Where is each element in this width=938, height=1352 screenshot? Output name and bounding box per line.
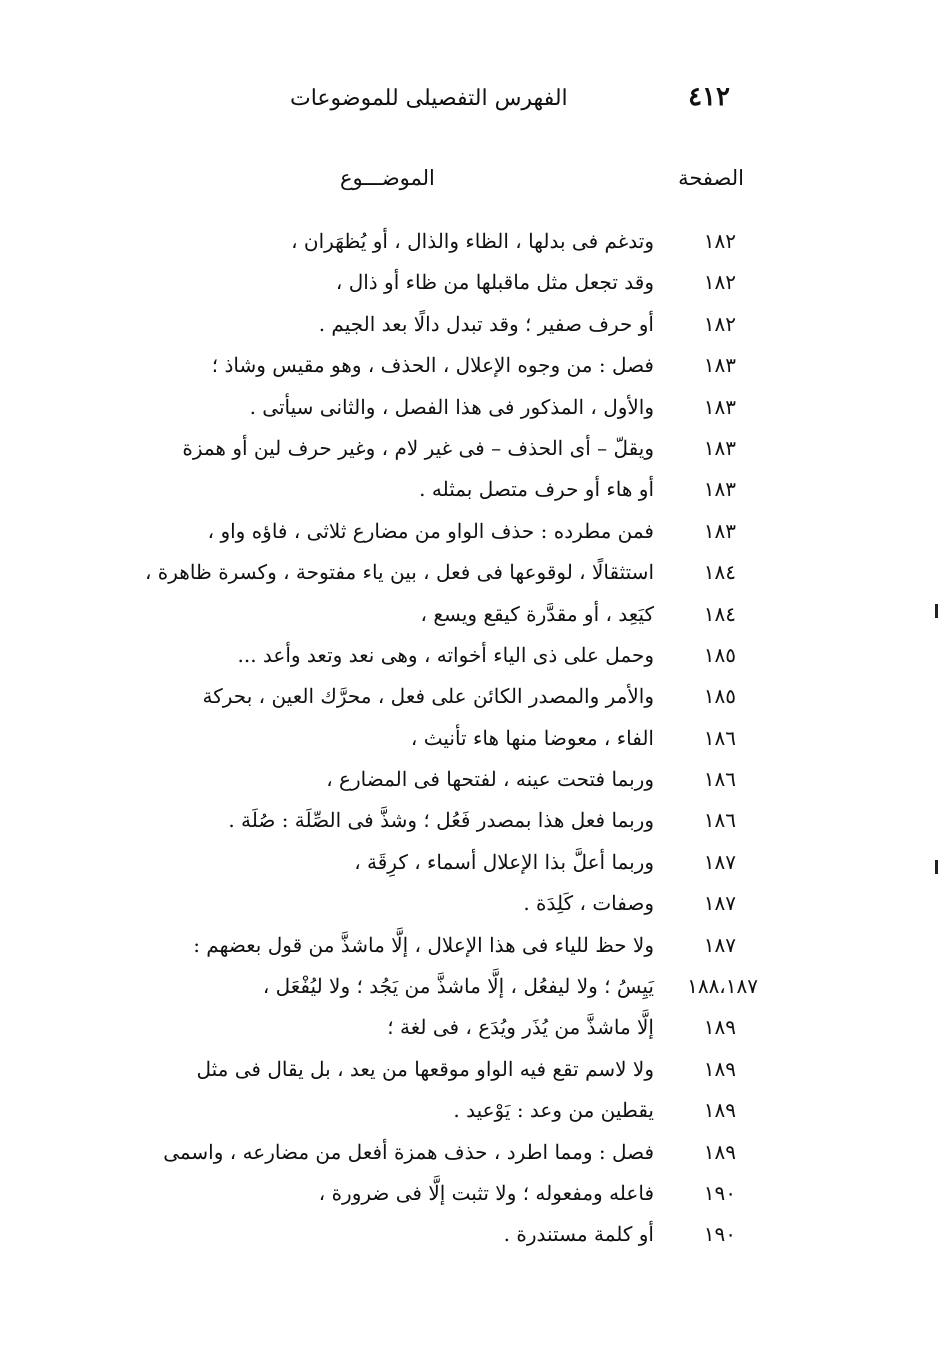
entry-topic-text: وتدغم فى بدلها ، الظاء والذال ، أو يُظهَران ، <box>291 229 654 253</box>
index-entry <box>140 553 736 594</box>
entry-topic-text: يقطين من وعد : يَوْعيد . <box>453 1098 654 1123</box>
entry-page-number: ١٨٢ <box>703 311 736 336</box>
entry-page-number: ١٨٩ <box>703 1098 736 1123</box>
entry-topic-text: والأمر والمصدر الكائن على فعل ، محرَّك العين ، بحركة <box>202 684 654 709</box>
entry-page-number: ١٨٩ <box>703 1139 736 1164</box>
entry-page-number: ١٨٢ <box>703 229 736 253</box>
entry-page-number: ١٨٥ <box>703 684 736 709</box>
entry-page-number: ١٨٩ <box>703 1015 736 1040</box>
page-header <box>290 82 730 122</box>
entry-page-number: ١٨٧ <box>703 849 736 874</box>
index-entry <box>140 719 736 760</box>
entry-topic-text: أو كلمة مستندرة . <box>503 1222 654 1247</box>
topic-column-header: الموضـــوع <box>340 166 435 190</box>
entry-page-number: ١٨٣ <box>703 394 736 419</box>
index-entry <box>140 636 736 677</box>
index-entry <box>140 760 736 801</box>
index-entry <box>140 305 736 346</box>
entry-topic-text: يَيِسُ ؛ ولا ليفعُل ، إلَّا ماشذَّ من يَجُد ؛ ولا ليُفْعَل ، <box>262 974 654 999</box>
entry-topic-text: فاعله ومفعوله ؛ ولا تثبت إلَّا فى ضرورة ، <box>318 1180 654 1205</box>
index-entry <box>140 512 736 553</box>
index-entry <box>140 595 736 636</box>
entry-page-number: ١٨٦ <box>703 808 736 833</box>
index-entry <box>140 470 736 511</box>
entry-page-number: ١٨٦ <box>703 725 736 750</box>
index-entry <box>140 429 736 470</box>
index-entry <box>140 967 758 1008</box>
index-entry <box>140 388 736 429</box>
entry-topic-text: فصل : من وجوه الإعلال ، الحذف ، وهو مقيس وشاذ ؛ <box>211 353 654 378</box>
entry-topic-text: وصفات ، كَلِدَة . <box>523 891 654 916</box>
entry-page-number: ١٨٩ <box>703 1056 736 1081</box>
index-entry <box>140 843 736 884</box>
entry-topic-text: استثقالًا ، لوقوعها فى فعل ، بين ياء مفتوحة ، وكسرة ظاهرة ، <box>144 560 654 585</box>
running-title: الفهرس التفصيلى للموضوعات <box>290 86 568 111</box>
entry-page-number: ١٨٦ <box>703 767 736 792</box>
index-entry <box>140 346 736 387</box>
entry-topic-text: وربما فتحت عينه ، لفتحها فى المضارع ، <box>326 767 654 792</box>
entry-topic-text: وربما فعل هذا بمصدر فَعُل ؛ وشذَّ فى الصِّلَة : صُلَة . <box>228 808 654 833</box>
entry-topic-text: وربما أعلَّ بذا الإعلال أسماء ، كرِقَة ، <box>354 849 654 874</box>
index-entry <box>140 677 736 718</box>
index-entry <box>140 1091 736 1132</box>
entry-page-number: ١٨٣ <box>703 353 736 378</box>
index-entries <box>140 222 758 1257</box>
page-number: ٤١٢ <box>688 82 730 112</box>
entry-page-number: ١٨٧ <box>703 891 736 916</box>
entry-topic-text: إلَّا ماشذَّ من يُذَر ويُدَع ، فى لغة ؛ <box>387 1015 654 1040</box>
index-entry <box>140 926 736 967</box>
entry-topic-text: ويقلّ – أى الحذف – فى غير لام ، وغير حرف لين أو همزة <box>182 435 654 460</box>
entry-topic-text: ولا لاسم تقع فيه الواو موقعها من يعد ، بل يقال فى مثل <box>196 1056 654 1081</box>
entry-topic-text: كيَعِد ، أو مقدَّرة كيقع ويسع ، <box>420 601 654 626</box>
index-entry <box>140 263 736 304</box>
entry-page-number: ١٨٢ <box>703 270 736 295</box>
entry-topic-text: والأول ، المذكور فى هذا الفصل ، والثانى سيأتى . <box>249 394 654 419</box>
index-entry <box>140 1133 736 1174</box>
page-column-header: الصفحة <box>678 166 744 190</box>
entry-page-number: ١٨٣ <box>703 477 736 502</box>
index-entry <box>140 884 736 925</box>
entry-page-number: ١٨٣ <box>703 518 736 543</box>
entry-topic-text: وقد تجعل مثل ماقبلها من ظاء أو ذال ، <box>335 270 654 295</box>
entry-page-number: ١٨٣ <box>703 435 736 460</box>
entry-topic-text: فصل : ومما اطرد ، حذف همزة أفعل من مضارعه ، واسمى <box>163 1139 654 1164</box>
entry-page-number: ١٩٠ <box>703 1180 736 1205</box>
entry-topic-text: أو هاء أو حرف متصل بمثله . <box>419 477 654 502</box>
index-entry <box>140 222 736 263</box>
index-entry <box>140 801 736 842</box>
entry-page-number: ١٨٥ <box>703 642 736 667</box>
index-entry <box>140 1174 736 1215</box>
entry-topic-text: الفاء ، معوضا منها هاء تأنيث ، <box>410 725 654 750</box>
entry-topic-text: أو حرف صفير ؛ وقد تبدل دالًا بعد الجيم . <box>318 311 654 336</box>
entry-page-number: ١٨٤ <box>703 601 736 626</box>
entry-page-number: ١٨٨،١٨٧ <box>687 974 758 999</box>
entry-page-number: ١٨٧ <box>703 932 736 957</box>
entry-topic-text: ولا حظ للياء فى هذا الإعلال ، إلَّا ماشذَّ من قول بعضهم : <box>193 932 654 957</box>
entry-page-number: ١٨٤ <box>703 560 736 585</box>
index-entry <box>140 1008 736 1049</box>
index-entry <box>140 1050 736 1091</box>
entry-topic-text: وحمل على ذى الياء أخواته ، وهى نعد وتعد وأعد ... <box>237 642 654 667</box>
column-headers <box>340 166 744 200</box>
index-entry <box>140 1215 736 1256</box>
entry-page-number: ١٩٠ <box>703 1222 736 1247</box>
entry-topic-text: فمن مطرده : حذف الواو من مضارع ثلاثى ، فاؤه واو ، <box>207 518 654 543</box>
